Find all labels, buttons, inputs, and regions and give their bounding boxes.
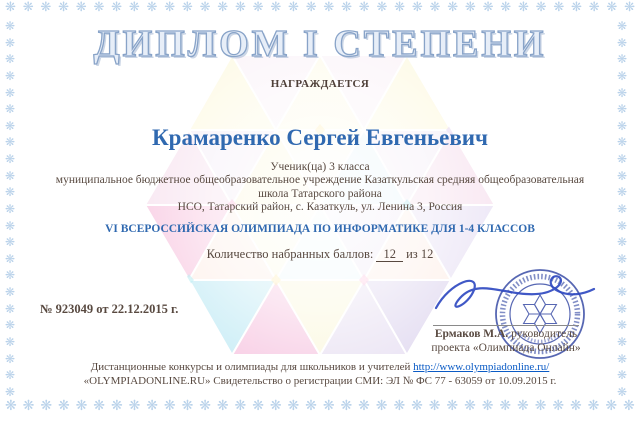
- snowflake-icon: ❋: [252, 398, 264, 414]
- snowflake-icon: ❋: [5, 368, 16, 383]
- snowflake-icon: ❋: [446, 398, 459, 414]
- snowflake-icon: ❋: [58, 0, 69, 15]
- snowflake-icon: ❋: [376, 0, 388, 15]
- snowflake-icon: ❋: [5, 52, 16, 67]
- snowflake-icon: ❋: [571, 0, 582, 15]
- footer: [0, 361, 640, 388]
- snowflake-icon: ❋: [481, 398, 494, 414]
- signatory-name-role: [420, 328, 592, 342]
- snowflake-icon: ❋: [5, 68, 16, 83]
- snowflake-icon: ❋: [5, 201, 16, 216]
- snowflake-icon: ❋: [323, 0, 335, 15]
- snowflake-icon: ❋: [75, 0, 87, 15]
- snowflake-icon: ❋: [616, 35, 627, 50]
- snowflake-icon: ❋: [305, 0, 317, 15]
- snowflake-icon: ❋: [93, 0, 105, 15]
- snowflake-icon: ❋: [358, 398, 370, 414]
- snowflake-icon: ❋: [5, 168, 16, 183]
- snowflake-icon: ❋: [616, 102, 627, 117]
- snowflake-icon: ❋: [624, 0, 635, 15]
- snowflake-icon: ❋: [146, 0, 158, 15]
- snowflake-icon: ❋: [375, 398, 388, 414]
- snowflake-icon: ❋: [482, 0, 494, 15]
- snowflake-icon: ❋: [534, 398, 547, 414]
- snowflake-icon: ❋: [616, 351, 627, 366]
- recipient-school: муниципальное бюджетное общеобразовательное учреждение Казаткульская средняя общеобразовательная школа Татарского района: [55, 174, 585, 200]
- snowflake-icon: ❋: [217, 0, 229, 15]
- snowflake-icon: ❋: [616, 19, 627, 33]
- snowflake-icon: ❋: [622, 398, 635, 414]
- snowflake-icon: ❋: [270, 0, 282, 15]
- snowflake-icon: ❋: [616, 135, 627, 150]
- snowflake-icon: ❋: [616, 118, 627, 133]
- snowflake-icon: ❋: [340, 398, 353, 414]
- snowflake-icon: ❋: [616, 235, 627, 250]
- snowflake-icon: ❋: [411, 398, 423, 414]
- snowflake-icon: ❋: [5, 19, 16, 33]
- snowflake-icon: ❋: [616, 285, 627, 299]
- diploma-title: ДИПЛОМ I СТЕПЕНИ: [93, 23, 547, 65]
- olympiad-title: VI ВСЕРОССИЙСКАЯ ОЛИМПИАДА ПО ИНФОРМАТИКЕ ДЛЯ 1-4 КЛАССОВ: [105, 223, 535, 235]
- snowflake-icon: ❋: [428, 398, 441, 414]
- snowflake-icon: ❋: [587, 398, 600, 414]
- snowflake-icon: ❋: [5, 318, 16, 333]
- snowflake-icon: ❋: [517, 398, 529, 414]
- signatory-project: проекта «Олимпиада Онлайн»: [431, 341, 581, 354]
- snowflake-icon: ❋: [305, 398, 317, 414]
- snowflake-icon: ❋: [5, 0, 16, 15]
- snowflake-icon: ❋: [616, 251, 627, 266]
- site-link[interactable]: http://www.olympiadonline.ru/: [413, 361, 550, 373]
- score-value: 12: [376, 247, 403, 262]
- snowflake-icon: ❋: [163, 398, 176, 414]
- snowflake-icon: ❋: [464, 398, 476, 414]
- snowflake-icon: ❋: [164, 0, 176, 15]
- snowflake-icon: ❋: [5, 118, 16, 133]
- snowflake-icon: ❋: [234, 0, 246, 15]
- snowflake-icon: ❋: [5, 135, 16, 150]
- snowflake-icon: ❋: [93, 398, 106, 414]
- snowflake-icon: ❋: [358, 0, 370, 15]
- snowflake-icon: ❋: [181, 0, 193, 15]
- recipient-details: [0, 161, 640, 215]
- snowflake-icon: ❋: [40, 398, 53, 414]
- snowflake-icon: ❋: [616, 268, 627, 283]
- snowflake-icon: ❋: [75, 398, 88, 414]
- border-top: [5, 1, 635, 14]
- snowflake-icon: ❋: [5, 185, 16, 200]
- snowflake-icon: ❋: [616, 168, 627, 183]
- snowflake-icon: ❋: [5, 301, 16, 316]
- snowflake-icon: ❋: [552, 398, 565, 414]
- snowflake-icon: ❋: [341, 0, 352, 15]
- recipient-grade: Ученик(ца) 3 класса: [270, 161, 370, 173]
- recipient-address: НСО, Татарский район, с. Казаткуль, ул. Ленина 3, Россия: [177, 201, 463, 214]
- snowflake-icon: ❋: [616, 368, 627, 383]
- snowflake-icon: ❋: [5, 268, 16, 283]
- snowflake-icon: ❋: [464, 0, 476, 15]
- snowflake-icon: ❋: [269, 398, 282, 414]
- snowflake-icon: ❋: [616, 152, 627, 166]
- snowflake-icon: ❋: [5, 398, 17, 414]
- snowflake-icon: ❋: [5, 285, 16, 299]
- snowflake-icon: ❋: [500, 0, 512, 15]
- signature-line: [433, 325, 579, 326]
- snowflake-icon: ❋: [605, 398, 618, 414]
- snowflake-icon: ❋: [288, 0, 299, 15]
- snowflake-icon: ❋: [5, 351, 16, 366]
- snowflake-icon: ❋: [40, 0, 52, 15]
- snowflake-icon: ❋: [616, 85, 627, 100]
- awarded-label: НАГРАЖДАЕТСЯ: [270, 78, 370, 90]
- snowflake-icon: ❋: [394, 0, 406, 15]
- snowflake-icon: ❋: [111, 0, 123, 15]
- snowflake-icon: ❋: [5, 85, 16, 100]
- snowflake-icon: ❋: [5, 251, 16, 266]
- snowflake-icon: ❋: [616, 334, 627, 349]
- snowflake-icon: ❋: [128, 0, 140, 15]
- snowflake-icon: ❋: [128, 398, 141, 414]
- snowflake-icon: ❋: [22, 0, 34, 15]
- signatory-name: Ермаков М.А.: [434, 328, 509, 340]
- recipient-name: Крамаренко Сергей Евгеньевич: [151, 125, 489, 150]
- snowflake-icon: ❋: [570, 398, 582, 414]
- signatory-block: [420, 328, 592, 355]
- snowflake-icon: ❋: [287, 398, 300, 414]
- footer-line2: «OLYMPIADONLINE.RU» Свидетельство о регистрации СМИ: ЭЛ № ФС 77 - 63059 от 10.09.2015 г.: [83, 374, 557, 387]
- snowflake-icon: ❋: [5, 152, 16, 166]
- certificate-number: № 923049 от 22.12.2015 г.: [40, 302, 179, 316]
- snowflake-icon: ❋: [252, 0, 264, 15]
- snowflake-icon: ❋: [5, 102, 16, 117]
- snowflake-icon: ❋: [517, 0, 529, 15]
- snowflake-icon: ❋: [616, 52, 627, 67]
- footer-line1: [0, 361, 640, 375]
- snowflake-icon: ❋: [199, 398, 211, 414]
- snowflake-icon: ❋: [616, 384, 627, 399]
- snowflake-icon: ❋: [216, 398, 229, 414]
- snowflake-icon: ❋: [553, 0, 565, 15]
- snowflake-icon: ❋: [110, 398, 123, 414]
- snowflake-icon: ❋: [606, 0, 618, 15]
- snowflake-icon: ❋: [616, 218, 627, 233]
- snowflake-icon: ❋: [429, 0, 441, 15]
- snowflake-icon: ❋: [535, 0, 547, 15]
- snowflake-icon: ❋: [57, 398, 70, 414]
- snowflake-icon: ❋: [447, 0, 459, 15]
- snowflake-icon: ❋: [393, 398, 406, 414]
- footer-line1-text: Дистанционные конкурсы и олимпиады для школьников и учителей: [90, 361, 411, 373]
- snowflake-icon: ❋: [616, 185, 627, 200]
- snowflake-icon: ❋: [234, 398, 247, 414]
- snowflake-icon: ❋: [411, 0, 423, 15]
- snowflake-icon: ❋: [5, 384, 16, 399]
- score-out-of: из 12: [406, 247, 434, 261]
- snowflake-icon: ❋: [5, 35, 16, 50]
- snowflake-icon: ❋: [616, 318, 627, 333]
- snowflake-icon: ❋: [199, 0, 211, 15]
- snowflake-icon: ❋: [322, 398, 335, 414]
- snowflake-icon: ❋: [146, 398, 158, 414]
- border-bottom: [5, 399, 635, 413]
- snowflake-icon: ❋: [616, 301, 627, 316]
- snowflake-icon: ❋: [5, 334, 16, 349]
- snowflake-icon: ❋: [588, 0, 600, 15]
- snowflake-icon: ❋: [22, 398, 35, 414]
- snowflake-icon: ❋: [616, 68, 627, 83]
- snowflake-icon: ❋: [499, 398, 512, 414]
- score-label: Количество набранных баллов:: [206, 247, 374, 261]
- snowflake-icon: ❋: [5, 235, 16, 250]
- signatory-role: руководитель: [511, 328, 578, 340]
- snowflake-icon: ❋: [616, 201, 627, 216]
- snowflake-icon: ❋: [5, 218, 16, 233]
- snowflake-icon: ❋: [181, 398, 194, 414]
